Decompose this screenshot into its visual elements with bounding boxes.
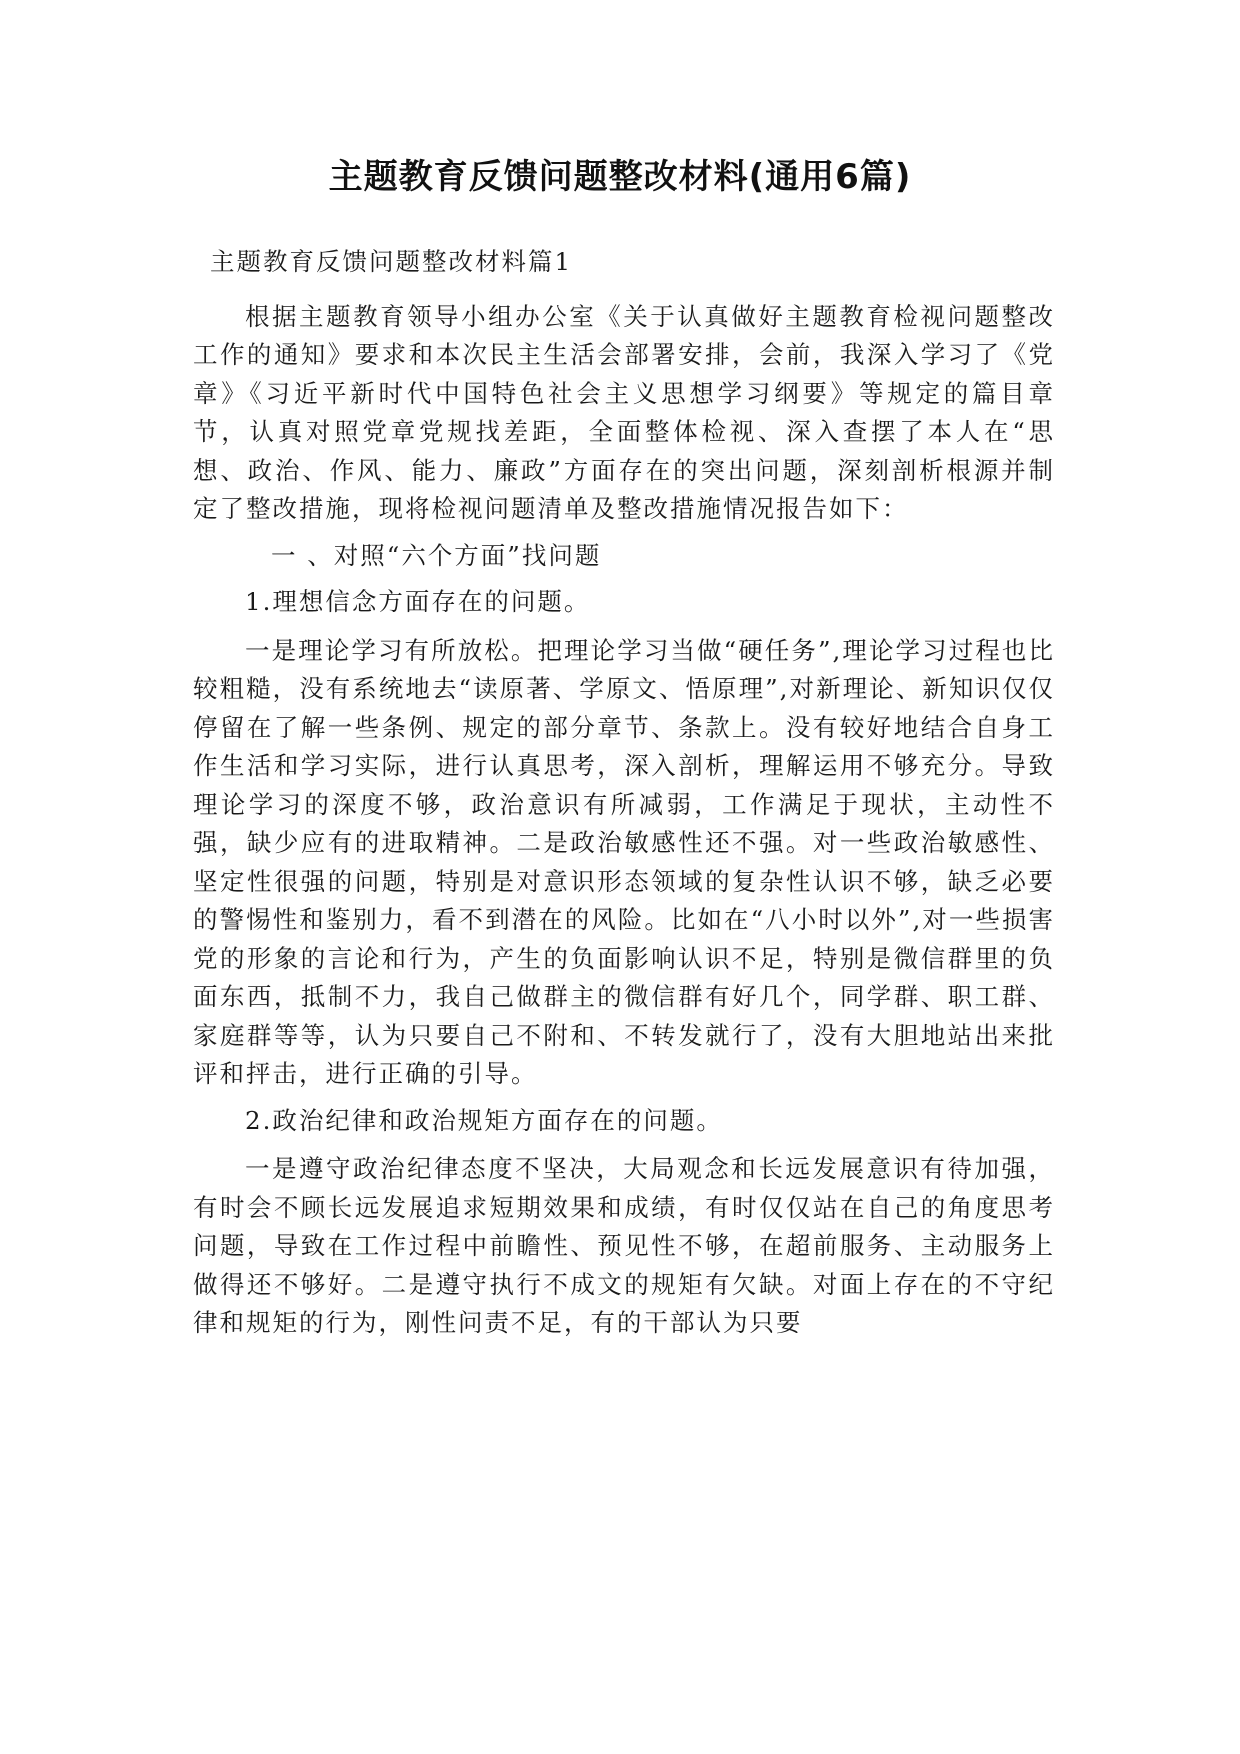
section-heading: 主题教育反馈问题整改材料篇1	[210, 247, 573, 276]
document-body	[193, 243, 1055, 1351]
subheading-ideals-beliefs: 1.理想信念方面存在的问题。	[245, 587, 591, 616]
paragraph-ideals-beliefs: 一是理论学习有所放松。把理论学习当做“硬任务”,理论学习过程也比较粗糙，没有系统地去“读原著、学原文、悟原理”,对新理论、新知识仅仅停留在了解一些条例、规定的部分章节、条款上。没有较好地结合自身工作生活和学习实际，进行认真思考，深入剖析，理解运用不够充分。导致理论学习的深度不够，政治意识有所减弱，工作满足于现状，主动性不强，缺少应有的进取精神。二是政治敏感性还不强。对一些政治敏感性、坚定性很强的问题，特别是对意识形态领域的复杂性认识不够，缺乏必要的警惕性和鉴别力，看不到潜在的风险。比如在“八小时以外”,对一些损害党的形象的言论和行为，产生的负面影响认识不足，特别是微信群里的负面东西，抵制不力，我自己做群主的微信群有好几个，同学群、职工群、家庭群等等，认为只要自己不附和、不转发就行了，没有大胆地站出来批评和抨击，进行正确的引导。	[193, 635, 1055, 1088]
intro-paragraph: 根据主题教育领导小组办公室《关于认真做好主题教育检视问题整改工作的通知》要求和本次民主生活会部署安排，会前，我深入学习了《党章》《习近平新时代中国特色社会主义思想学习纲要》等规定的篇目章节，认真对照党章党规找差距，全面整体检视、深入查摆了本人在“思想、政治、作风、能力、廉政”方面存在的突出问题，深刻剖析根源并制定了整改措施，现将检视问题清单及整改措施情况报告如下：	[193, 301, 1055, 523]
document-title: 主题教育反馈问题整改材料(通用6篇)	[328, 157, 912, 197]
subheading-political-discipline: 2.政治纪律和政治规矩方面存在的问题。	[245, 1105, 723, 1135]
paragraph-political-discipline: 一是遵守政治纪律态度不坚决，大局观念和长远发展意识有待加强，有时会不顾长远发展追求短期效果和成绩，有时仅仅站在自己的角度思考问题，导致在工作过程中前瞻性、预见性不够，在超前服务、主动服务上做得还不够好。二是遵守执行不成文的规矩有欠缺。对面上存在的不守纪律和规矩的行为，刚性问责不足，有的干部认为只要	[193, 1154, 1055, 1337]
part-one-heading: 一 、对照“六个方面”找问题	[271, 540, 602, 570]
